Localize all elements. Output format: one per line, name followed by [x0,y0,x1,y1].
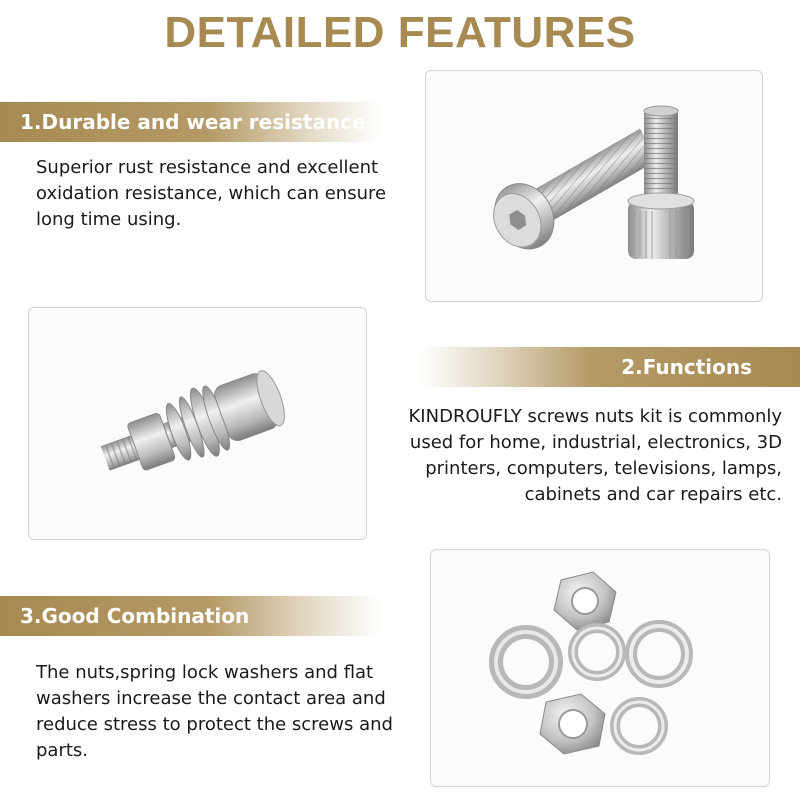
socket-head-screws-photo [425,70,763,302]
feature-2-heading: 2.Functions [420,347,800,387]
feature-1-description: Superior rust resistance and excellent oxidation resistance, which can ensure long time using. [36,157,387,230]
feature-3-heading: 3.Good Combination [0,596,380,636]
screw-assembly-photo [28,307,367,540]
nuts-and-washers-photo [430,549,770,787]
feature-3-description: The nuts,spring lock washers and flat washers increase the contact area and reduce stress to protect the screws and parts. [36,662,393,761]
feature-2-description: KINDROUFLY screws nuts kit is commonly used for home, industrial, electronics, 3D printers, computers, televisions, lamps, cabinets and car repairs etc. [408,406,782,505]
page-title: DETAILED FEATURES [164,8,636,57]
feature-1-heading: 1.Durable and wear resistance [0,102,380,142]
